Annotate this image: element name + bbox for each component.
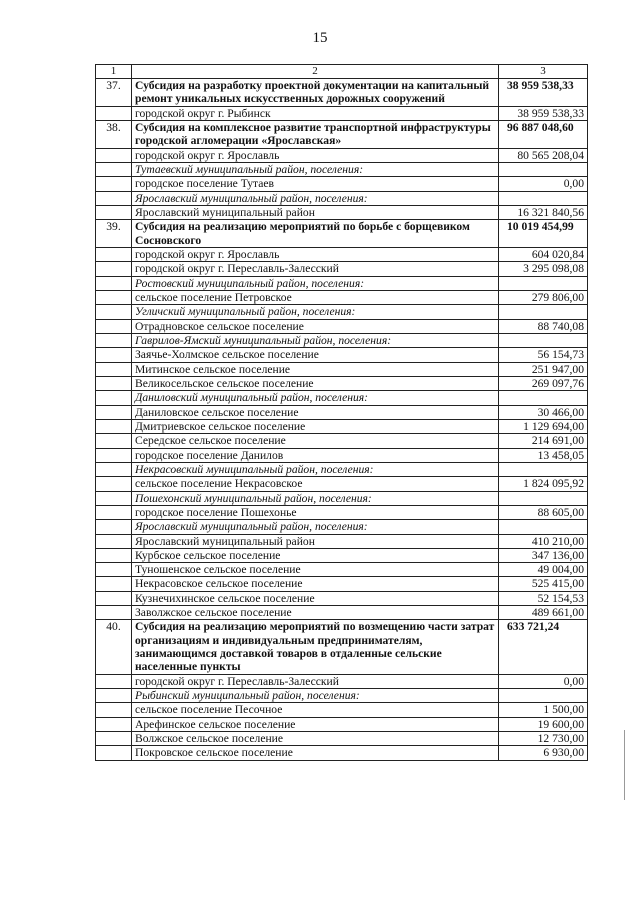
table-row <box>96 362 588 376</box>
row-description: Заволжское сельское поселение <box>132 606 499 620</box>
table-row <box>96 376 588 390</box>
district-heading-row <box>96 462 588 476</box>
row-number <box>96 376 132 390</box>
district-heading-row <box>96 276 588 290</box>
row-description: сельское поселение Некрасовское <box>132 477 499 491</box>
subsidy-row <box>96 220 588 248</box>
row-amount: 96 887 048,60 <box>499 120 588 148</box>
row-amount: 489 661,00 <box>499 606 588 620</box>
table-row <box>96 606 588 620</box>
row-number <box>96 247 132 261</box>
row-amount <box>499 191 588 205</box>
row-amount: 525 415,00 <box>499 577 588 591</box>
row-description: Волжское сельское поселение <box>132 732 499 746</box>
row-number <box>96 148 132 162</box>
row-amount: 13 458,05 <box>499 448 588 462</box>
header-col-2: 2 <box>132 65 499 79</box>
page-number: 15 <box>312 30 328 46</box>
row-amount: 269 097,76 <box>499 376 588 390</box>
row-description: Отрадновское сельское поселение <box>132 319 499 333</box>
row-number <box>96 405 132 419</box>
row-description: Некрасовский муниципальный район, поселения: <box>132 462 499 476</box>
table-row <box>96 732 588 746</box>
row-description: Даниловское сельское поселение <box>132 405 499 419</box>
row-number <box>96 591 132 605</box>
row-number <box>96 577 132 591</box>
row-number <box>96 276 132 290</box>
row-description: Тутаевский муниципальный район, поселения: <box>132 162 499 176</box>
row-number <box>96 348 132 362</box>
row-amount: 6 930,00 <box>499 746 588 760</box>
row-description: Субсидия на разработку проектной документации на капитальный ремонт уникальных искусственных дорожных сооружений <box>132 79 499 107</box>
row-description: Туношенское сельское поселение <box>132 563 499 577</box>
row-number <box>96 732 132 746</box>
table-row <box>96 674 588 688</box>
row-amount: 279 806,00 <box>499 290 588 304</box>
row-description: Заячье-Холмское сельское поселение <box>132 348 499 362</box>
row-number <box>96 746 132 760</box>
row-description: городской округ г. Ярославль <box>132 247 499 261</box>
row-amount <box>499 391 588 405</box>
district-heading-row <box>96 305 588 319</box>
row-number <box>96 205 132 219</box>
row-description: Ярославский муниципальный район <box>132 534 499 548</box>
row-description: Митинское сельское поселение <box>132 362 499 376</box>
table-row <box>96 106 588 120</box>
row-amount: 12 730,00 <box>499 732 588 746</box>
table-row <box>96 177 588 191</box>
district-heading-row <box>96 391 588 405</box>
row-amount: 0,00 <box>499 674 588 688</box>
subsidy-row <box>96 120 588 148</box>
row-description: сельское поселение Песочное <box>132 703 499 717</box>
row-amount <box>499 305 588 319</box>
table-row <box>96 746 588 760</box>
row-number <box>96 674 132 688</box>
row-number <box>96 606 132 620</box>
row-description: городской округ г. Рыбинск <box>132 106 499 120</box>
district-heading-row <box>96 689 588 703</box>
table-body <box>96 79 588 761</box>
row-number <box>96 491 132 505</box>
table-row <box>96 477 588 491</box>
row-description: Ростовский муниципальный район, поселения: <box>132 276 499 290</box>
table-row <box>96 434 588 448</box>
row-number <box>96 563 132 577</box>
table-row <box>96 448 588 462</box>
row-number: 39. <box>96 220 132 248</box>
row-number <box>96 333 132 347</box>
row-description: городской округ г. Переславль-Залесский <box>132 262 499 276</box>
row-number <box>96 717 132 731</box>
scan-edge-mark <box>624 730 625 800</box>
row-amount <box>499 276 588 290</box>
row-description: Курбское сельское поселение <box>132 548 499 562</box>
table-row <box>96 148 588 162</box>
row-amount: 633 721,24 <box>499 620 588 674</box>
table-row <box>96 563 588 577</box>
table-row <box>96 348 588 362</box>
row-description: Арефинское сельское поселение <box>132 717 499 731</box>
row-amount: 88 740,08 <box>499 319 588 333</box>
subsidy-table <box>95 64 588 761</box>
row-description: Кузнечихинское сельское поселение <box>132 591 499 605</box>
row-number: 38. <box>96 120 132 148</box>
row-amount: 1 824 095,92 <box>499 477 588 491</box>
row-description: городской округ г. Ярославль <box>132 148 499 162</box>
subsidy-row <box>96 620 588 674</box>
row-description: Рыбинский муниципальный район, поселения: <box>132 689 499 703</box>
row-description: Великосельское сельское поселение <box>132 376 499 390</box>
row-amount: 52 154,53 <box>499 591 588 605</box>
table-header-row <box>96 65 588 79</box>
row-amount: 30 466,00 <box>499 405 588 419</box>
row-amount: 56 154,73 <box>499 348 588 362</box>
row-number <box>96 162 132 176</box>
row-number <box>96 106 132 120</box>
row-description: Гаврилов-Ямский муниципальный район, поселения: <box>132 333 499 347</box>
row-description: Ярославский муниципальный район <box>132 205 499 219</box>
header-col-3: 3 <box>499 65 588 79</box>
row-amount <box>499 462 588 476</box>
row-number <box>96 434 132 448</box>
row-number <box>96 689 132 703</box>
table-row <box>96 577 588 591</box>
district-heading-row <box>96 162 588 176</box>
row-amount: 251 947,00 <box>499 362 588 376</box>
row-number: 37. <box>96 79 132 107</box>
district-heading-row <box>96 520 588 534</box>
row-amount: 604 020,84 <box>499 247 588 261</box>
district-heading-row <box>96 191 588 205</box>
row-number <box>96 191 132 205</box>
row-number <box>96 391 132 405</box>
table-row <box>96 319 588 333</box>
row-amount: 38 959 538,33 <box>499 79 588 107</box>
row-amount <box>499 491 588 505</box>
row-description: Даниловский муниципальный район, поселения: <box>132 391 499 405</box>
district-heading-row <box>96 333 588 347</box>
row-amount <box>499 162 588 176</box>
table-row <box>96 419 588 433</box>
row-amount: 16 321 840,56 <box>499 205 588 219</box>
row-amount: 0,00 <box>499 177 588 191</box>
row-amount: 347 136,00 <box>499 548 588 562</box>
row-amount <box>499 689 588 703</box>
row-description: городское поселение Тутаев <box>132 177 499 191</box>
row-description: Субсидия на комплексное развитие транспортной инфраструктуры городской агломерации «Ярославская» <box>132 120 499 148</box>
row-description: Ярославский муниципальный район, поселения: <box>132 191 499 205</box>
table-row <box>96 290 588 304</box>
row-description: Ярославский муниципальный район, поселения: <box>132 520 499 534</box>
row-description: Субсидия на реализацию мероприятий по борьбе с борщевиком Сосновского <box>132 220 499 248</box>
row-amount: 19 600,00 <box>499 717 588 731</box>
row-description: Пошехонский муниципальный район, поселения: <box>132 491 499 505</box>
header-col-1: 1 <box>96 65 132 79</box>
table-row <box>96 717 588 731</box>
row-number <box>96 305 132 319</box>
row-amount: 80 565 208,04 <box>499 148 588 162</box>
row-amount: 410 210,00 <box>499 534 588 548</box>
table-row <box>96 534 588 548</box>
row-amount: 10 019 454,99 <box>499 220 588 248</box>
row-number <box>96 548 132 562</box>
subsidy-row <box>96 79 588 107</box>
row-number <box>96 505 132 519</box>
row-number <box>96 462 132 476</box>
row-description: Дмитриевское сельское поселение <box>132 419 499 433</box>
row-description: Угличский муниципальный район, поселения: <box>132 305 499 319</box>
table-row <box>96 505 588 519</box>
row-number <box>96 419 132 433</box>
row-description: Некрасовское сельское поселение <box>132 577 499 591</box>
row-number: 40. <box>96 620 132 674</box>
row-number <box>96 448 132 462</box>
row-description: Субсидия на реализацию мероприятий по возмещению части затрат организациям и индивидуальным предпринимателям, занимающимся доставкой товаров в отдаленные сельские населенные пункты <box>132 620 499 674</box>
row-number <box>96 477 132 491</box>
row-description: городское поселение Данилов <box>132 448 499 462</box>
row-amount: 3 295 098,08 <box>499 262 588 276</box>
table-row <box>96 591 588 605</box>
row-amount <box>499 333 588 347</box>
district-heading-row <box>96 491 588 505</box>
row-description: сельское поселение Петровское <box>132 290 499 304</box>
row-amount: 1 129 694,00 <box>499 419 588 433</box>
row-amount: 38 959 538,33 <box>499 106 588 120</box>
row-description: Середское сельское поселение <box>132 434 499 448</box>
row-description: городской округ г. Переславль-Залесский <box>132 674 499 688</box>
row-amount: 214 691,00 <box>499 434 588 448</box>
row-amount <box>499 520 588 534</box>
table-row <box>96 405 588 419</box>
table-row <box>96 703 588 717</box>
row-description: Покровское сельское поселение <box>132 746 499 760</box>
row-number <box>96 703 132 717</box>
row-number <box>96 362 132 376</box>
table-row <box>96 262 588 276</box>
row-number <box>96 319 132 333</box>
table-row <box>96 548 588 562</box>
row-number <box>96 262 132 276</box>
row-description: городское поселение Пошехонье <box>132 505 499 519</box>
table-row <box>96 247 588 261</box>
row-amount: 49 004,00 <box>499 563 588 577</box>
table-row <box>96 205 588 219</box>
row-number <box>96 177 132 191</box>
row-amount: 88 605,00 <box>499 505 588 519</box>
row-number <box>96 290 132 304</box>
row-amount: 1 500,00 <box>499 703 588 717</box>
row-number <box>96 534 132 548</box>
row-number <box>96 520 132 534</box>
